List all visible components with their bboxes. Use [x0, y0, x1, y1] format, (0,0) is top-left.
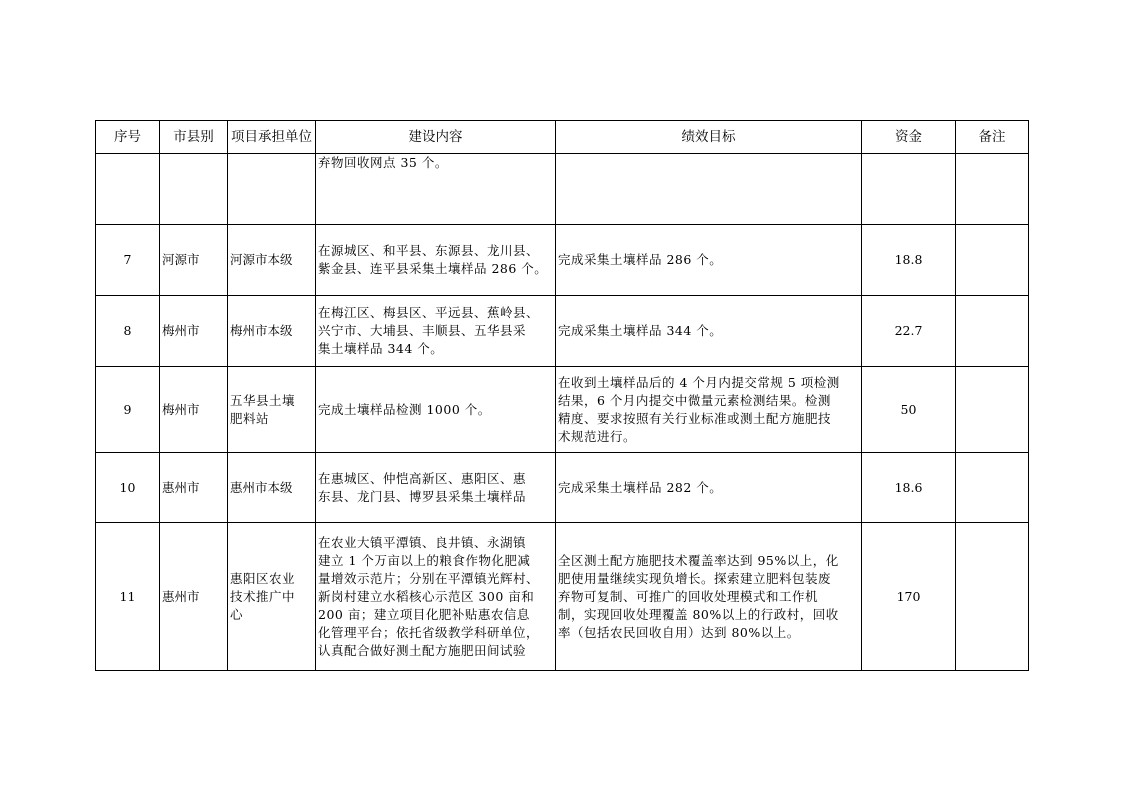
cell-fund: 18.8	[862, 225, 956, 296]
col-header-city: 市县别	[160, 121, 228, 154]
cell-note	[956, 453, 1029, 523]
cell-content	[316, 367, 556, 453]
project-table	[95, 120, 1029, 671]
header-row	[96, 121, 1029, 154]
content-text: 在农业大镇平潭镇、良井镇、永湖镇 建立 1 个万亩以上的粮食作物化肥减 量增效示范片；分别在平潭镇光辉村、 新岗村建立水稻核心示范区 300 亩和 200 亩；建立项目化肥补贴惠农信息 化管理平台；依托省级教学科研单位， 认真配合做好测土配方施肥田间试验	[318, 534, 540, 658]
cell-content	[316, 523, 556, 671]
cell-unit: 河源市本级	[228, 225, 316, 296]
cell-no: 9	[96, 367, 160, 453]
cell-city: 惠州市	[160, 453, 228, 523]
cell-target	[556, 225, 862, 296]
table-row	[96, 523, 1029, 671]
target-text: 完成采集土壤样品 344 个。	[558, 323, 723, 338]
target-text: 完成采集土壤样品 286 个。	[558, 252, 723, 267]
cell-target	[556, 296, 862, 367]
cell-fund: 50	[862, 367, 956, 453]
cell-no: 8	[96, 296, 160, 367]
target-text: 完成采集土壤样品 282 个。	[558, 479, 723, 495]
content-text: 弃物回收网点 35 个。	[318, 155, 448, 170]
cell-note	[956, 154, 1029, 225]
cell-content	[316, 453, 556, 523]
table-row	[96, 225, 1029, 296]
table-row	[96, 367, 1029, 453]
cell-target	[556, 453, 862, 523]
cell-content	[316, 225, 556, 296]
cell-city: 梅州市	[160, 296, 228, 367]
col-header-no: 序号	[96, 121, 160, 154]
cell-unit	[228, 367, 316, 453]
content-text: 在源城区、和平县、东源县、龙川县、 紫金县、连平县采集土壤样品 286 个。	[318, 243, 548, 276]
col-header-unit: 项目承担单位	[228, 121, 316, 154]
col-header-content: 建设内容	[316, 121, 556, 154]
cell-fund: 170	[862, 523, 956, 671]
target-text: 在收到土壤样品后的 4 个月内提交常规 5 项检测 结果，6 个月内提交中微量元素检测结果。检测 精度、要求按照有关行业标准或测土配方施肥技 术规范进行。	[558, 374, 840, 444]
cell-content	[316, 296, 556, 367]
cell-target	[556, 523, 862, 671]
target-text: 全区测土配方施肥技术覆盖率达到 95%以上，化 肥使用量继续实现负增长。探索建立肥料包装废 弃物可复制、可推广的回收处理模式和工作机 制，实现回收处理覆盖 80%以上的行政村，回收 率（包括农民回收自用）达到 80%以上。	[558, 552, 839, 640]
cell-fund	[862, 154, 956, 225]
col-header-note: 备注	[956, 121, 1029, 154]
cell-city: 惠州市	[160, 523, 228, 671]
cell-unit	[228, 523, 316, 671]
content-text: 在惠城区、仲恺高新区、惠阳区、惠 东县、龙门县、博罗县采集土壤样品	[318, 470, 527, 504]
unit-text: 惠阳区农业 技术推广中 心	[230, 570, 296, 622]
cell-content	[316, 154, 556, 225]
content-text: 完成土壤样品检测 1000 个。	[318, 401, 491, 417]
cell-note	[956, 523, 1029, 671]
table-row	[96, 154, 1029, 225]
cell-target	[556, 367, 862, 453]
cell-fund: 22.7	[862, 296, 956, 367]
cell-no: 11	[96, 523, 160, 671]
cell-note	[956, 367, 1029, 453]
cell-note	[956, 225, 1029, 296]
cell-no: 10	[96, 453, 160, 523]
cell-unit: 惠州市本级	[228, 453, 316, 523]
cell-no	[96, 154, 160, 225]
content-text: 在梅江区、梅县区、平远县、蕉岭县、 兴宁市、大埔县、丰顺县、五华县采 集土壤样品 344 个。	[318, 305, 540, 356]
table-row	[96, 453, 1029, 523]
unit-text: 五华县土壤 肥料站	[230, 392, 296, 426]
cell-target	[556, 154, 862, 225]
col-header-fund: 资金	[862, 121, 956, 154]
cell-fund: 18.6	[862, 453, 956, 523]
cell-unit	[228, 154, 316, 225]
cell-city: 河源市	[160, 225, 228, 296]
cell-unit: 梅州市本级	[228, 296, 316, 367]
cell-note	[956, 296, 1029, 367]
table-row	[96, 296, 1029, 367]
cell-city: 梅州市	[160, 367, 228, 453]
col-header-target: 绩效目标	[556, 121, 862, 154]
cell-city	[160, 154, 228, 225]
cell-no: 7	[96, 225, 160, 296]
